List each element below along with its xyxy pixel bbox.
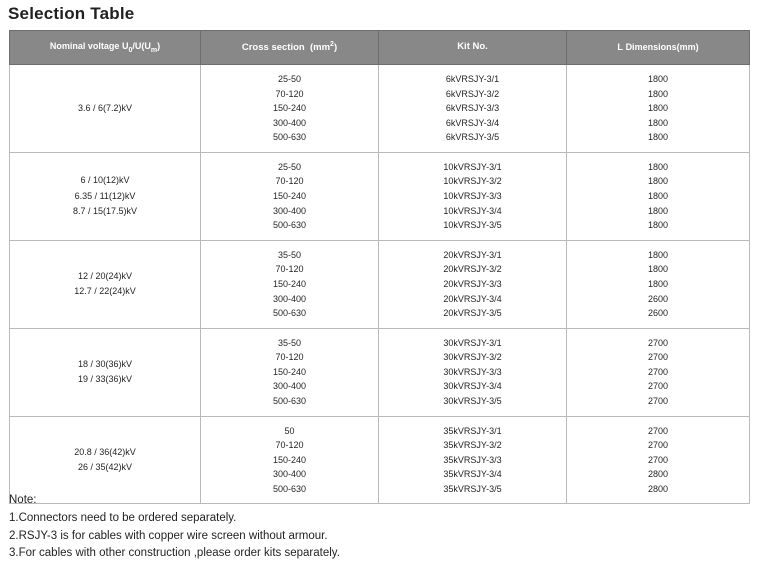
voltage-line: 6.35 / 11(12)kV (74, 190, 136, 201)
voltage-line: 3.6 / 6(7.2)kV (77, 102, 133, 113)
cross-section-line: 300-400 (272, 469, 307, 480)
kit-line: 6kVRSJY-3/2 (445, 88, 500, 99)
kit-line: 20kVRSJY-3/1 (443, 249, 502, 260)
page-title: Selection Table (8, 4, 135, 23)
column-header-cross-section-label: Cross section (241, 42, 305, 54)
cross-section-line: 70-120 (275, 352, 304, 363)
column-header-kit-no: Kit No. (379, 31, 567, 65)
cell-dimensions (567, 328, 750, 416)
note-line-1: 1.Connectors need to be ordered separately. (9, 512, 237, 525)
cross-section-line: 300-400 (272, 205, 307, 216)
note-block (9, 492, 749, 563)
cell-cross_sections-lines (203, 336, 376, 409)
cell-dimensions (567, 65, 750, 153)
kit-line: 35kVRSJY-3/4 (443, 469, 502, 480)
table-header (10, 31, 750, 65)
kit-line: 20kVRSJY-3/4 (443, 293, 502, 304)
cross-section-line: 500-630 (272, 220, 307, 231)
cell-voltage-lines (12, 357, 198, 388)
cell-voltage-lines (12, 173, 198, 219)
dimension-line: 2600 (647, 308, 669, 319)
cell-cross_sections-lines (203, 424, 376, 497)
dimension-line: 2700 (647, 337, 669, 348)
cell-kits (379, 152, 567, 240)
cell-dimensions (567, 416, 750, 504)
cell-voltage (10, 240, 201, 328)
cell-voltage (10, 65, 201, 153)
kit-line: 35kVRSJY-3/3 (443, 454, 502, 465)
cell-cross_sections-lines (203, 248, 376, 321)
table-row (10, 416, 750, 504)
cross-section-line: 300-400 (272, 381, 307, 392)
kit-line: 10kVRSJY-3/3 (443, 191, 502, 202)
column-header-cross-section (201, 31, 379, 65)
cross-section-line: 70-120 (275, 264, 304, 275)
kit-line: 6kVRSJY-3/4 (445, 117, 500, 128)
table-row (10, 328, 750, 416)
dimension-line: 2700 (647, 352, 669, 363)
kit-line: 30kVRSJY-3/1 (443, 337, 502, 348)
dimension-line: 2700 (647, 366, 669, 377)
table-row (10, 240, 750, 328)
dimension-line: 2700 (647, 454, 669, 465)
table-body (10, 65, 750, 504)
table-row (10, 65, 750, 153)
voltage-line: 8.7 / 15(17.5)kV (72, 205, 138, 216)
cell-cross_sections-lines (203, 72, 376, 145)
dimension-line: 1800 (647, 161, 669, 172)
kit-line: 10kVRSJY-3/4 (443, 205, 502, 216)
note-heading: Note: (9, 494, 37, 506)
cell-kits (379, 65, 567, 153)
voltage-line: 20.8 / 36(42)kV (74, 446, 136, 457)
column-header-nominal-voltage (10, 31, 201, 65)
cell-cross_sections (201, 416, 379, 504)
cell-kits (379, 328, 567, 416)
selection-table (9, 30, 750, 504)
cell-kits-lines (381, 72, 564, 145)
cross-section-line: 300-400 (272, 117, 307, 128)
dimension-line: 1800 (647, 117, 669, 128)
cross-section-line: 500-630 (272, 132, 307, 143)
dimension-line: 2700 (647, 425, 669, 436)
cell-dimensions (567, 152, 750, 240)
kit-line: 30kVRSJY-3/4 (443, 381, 502, 392)
dimension-line: 2700 (647, 381, 669, 392)
cross-section-line: 25-50 (277, 74, 302, 84)
column-header-cross-section-unit: $(mm^2)$ (309, 41, 338, 54)
cross-section-line: 70-120 (275, 176, 304, 187)
kit-line: 20kVRSJY-3/5 (443, 308, 502, 319)
column-header-nominal-voltage-line1: Nominal voltage (49, 40, 120, 51)
cross-section-line: 150-240 (272, 454, 307, 465)
cell-voltage (10, 416, 201, 504)
cell-dimensions-lines (569, 336, 747, 409)
cell-kits (379, 416, 567, 504)
cross-section-line: 35-50 (277, 249, 302, 260)
cell-cross_sections (201, 240, 379, 328)
kit-line: 35kVRSJY-3/1 (443, 425, 502, 436)
column-header-nominal-voltage-line2: $U_0/U(U_m)$ (122, 40, 161, 54)
dimension-line: 2800 (647, 469, 669, 480)
dimension-line: 1800 (647, 176, 669, 187)
cross-section-line: 25-50 (277, 161, 302, 172)
voltage-line: 18 / 30(36)kV (77, 358, 133, 369)
cell-voltage-lines (12, 101, 198, 116)
cell-voltage (10, 152, 201, 240)
cell-cross_sections (201, 328, 379, 416)
cross-section-line: 70-120 (275, 440, 304, 451)
dimension-line: 1800 (647, 88, 669, 99)
cross-section-line: 150-240 (272, 191, 307, 202)
column-header-l-dimensions (567, 31, 750, 65)
kit-line: 35kVRSJY-3/5 (443, 483, 502, 494)
kit-line: 6kVRSJY-3/3 (445, 103, 500, 114)
dimension-line: 1800 (647, 205, 669, 216)
cell-kits-lines (381, 160, 564, 233)
cell-dimensions-lines (569, 160, 747, 233)
voltage-line: 26 / 35(42)kV (77, 462, 133, 472)
dimension-line: 1800 (647, 74, 669, 84)
dimension-line: 1800 (647, 132, 669, 143)
dimension-line: 1800 (647, 191, 669, 202)
dimension-line: 2600 (647, 293, 669, 304)
cell-dimensions-lines (569, 248, 747, 321)
voltage-line: 12 / 20(24)kV (77, 270, 133, 281)
voltage-line: 12.7 / 22(24)kV (74, 286, 136, 297)
dimension-line: 1800 (647, 103, 669, 114)
cell-voltage-lines (12, 269, 198, 300)
note-line-3: 3.For cables with other construction ,please order kits separately. (9, 547, 340, 560)
dimension-line: 1800 (647, 249, 669, 260)
cross-section-line: 300-400 (272, 293, 307, 304)
cell-cross_sections (201, 152, 379, 240)
cell-kits-lines (381, 248, 564, 321)
dimension-line: 2800 (647, 483, 669, 494)
kit-line: 10kVRSJY-3/5 (443, 220, 502, 231)
cell-voltage-lines (12, 445, 198, 476)
cross-section-line: 150-240 (272, 103, 307, 114)
column-header-l-line1: L (617, 41, 623, 52)
note-line-2: 2.RSJY-3 is for cables with copper wire screen without armour. (9, 529, 328, 542)
cross-section-line: 500-630 (272, 308, 307, 319)
cross-section-line: 70-120 (275, 88, 304, 99)
table-row (10, 152, 750, 240)
cell-cross_sections-lines (203, 160, 376, 233)
cell-kits (379, 240, 567, 328)
cell-kits-lines (381, 336, 564, 409)
dimension-line: 1800 (647, 278, 669, 289)
voltage-line: 19 / 33(36)kV (77, 374, 133, 385)
table-header-row (10, 31, 750, 65)
kit-line: 6kVRSJY-3/5 (445, 132, 500, 143)
dimension-line: 1800 (647, 220, 669, 231)
cell-kits-lines (381, 424, 564, 497)
kit-line: 35kVRSJY-3/2 (443, 440, 502, 451)
cell-voltage (10, 328, 201, 416)
column-header-l-line2: Dimensions(mm) (625, 41, 699, 52)
cross-section-line: 150-240 (272, 278, 307, 289)
kit-line: 10kVRSJY-3/1 (443, 161, 502, 172)
kit-line: 20kVRSJY-3/2 (443, 264, 502, 275)
cross-section-line: 35-50 (277, 337, 302, 348)
cell-cross_sections (201, 65, 379, 153)
kit-line: 30kVRSJY-3/2 (443, 352, 502, 363)
cell-dimensions-lines (569, 72, 747, 145)
dimension-line: 2700 (647, 440, 669, 451)
cross-section-line: 500-630 (272, 483, 307, 494)
kit-line: 20kVRSJY-3/3 (443, 278, 502, 289)
cell-dimensions (567, 240, 750, 328)
kit-line: 30kVRSJY-3/3 (443, 366, 502, 377)
cross-section-line: 50 (284, 425, 295, 436)
kit-line: 30kVRSJY-3/5 (443, 395, 502, 406)
kit-line: 10kVRSJY-3/2 (443, 176, 502, 187)
kit-line: 6kVRSJY-3/1 (445, 74, 500, 84)
dimension-line: 2700 (647, 395, 669, 406)
voltage-line: 6 / 10(12)kV (80, 175, 130, 186)
cell-dimensions-lines (569, 424, 747, 497)
dimension-line: 1800 (647, 264, 669, 275)
cross-section-line: 150-240 (272, 366, 307, 377)
cross-section-line: 500-630 (272, 395, 307, 406)
